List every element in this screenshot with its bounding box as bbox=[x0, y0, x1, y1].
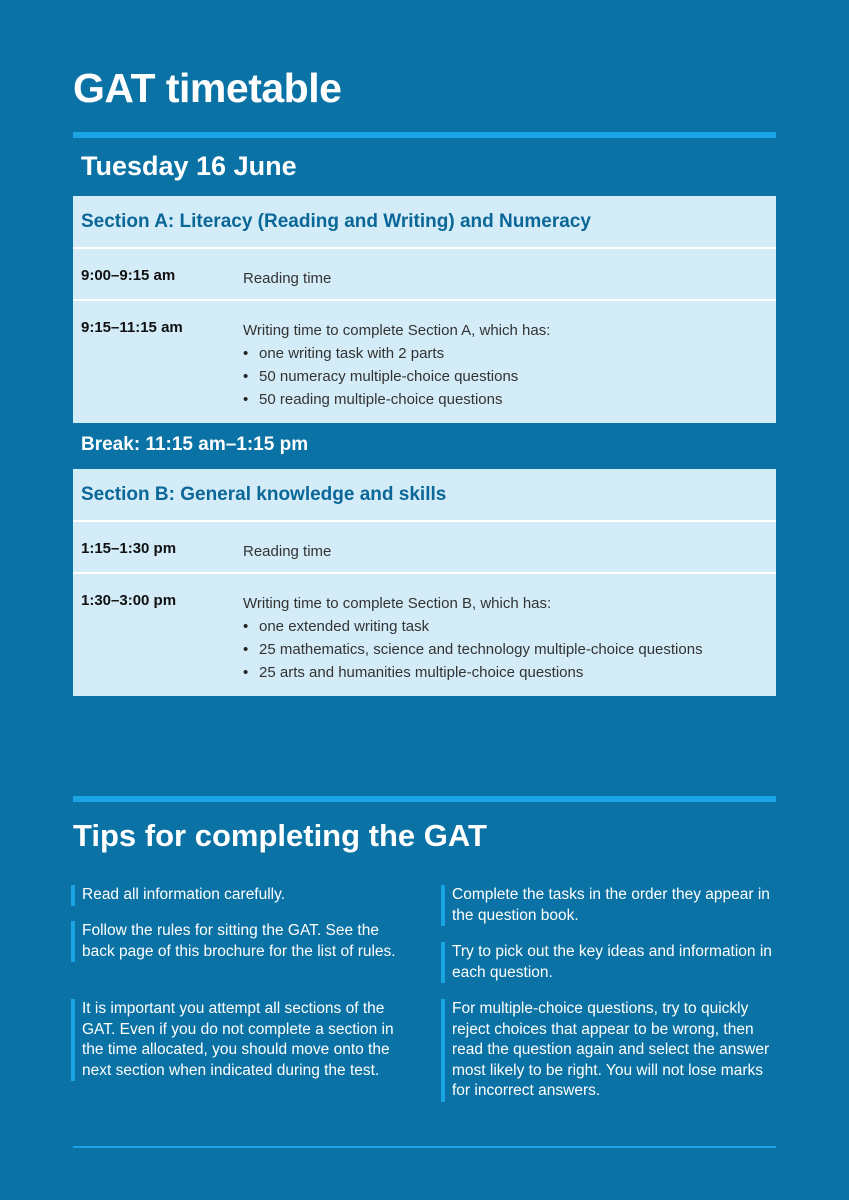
section-a-table bbox=[73, 196, 776, 423]
list-item: • one extended writing task bbox=[243, 615, 703, 638]
section-b-table bbox=[73, 469, 776, 696]
tip-item: For multiple-choice questions, try to quickly reject choices that appear to be wrong, then read the question again and select the answer most likely to be right. You will not lose marks for incorrect answers. bbox=[441, 999, 778, 1102]
tip-item: Follow the rules for sitting the GAT. See the back page of this brochure for the list of rules. bbox=[71, 921, 400, 962]
tip-item: Try to pick out the key ideas and information in each question. bbox=[441, 942, 778, 983]
row-text: Reading time bbox=[243, 543, 332, 560]
row-time: 9:15–11:15 am bbox=[81, 319, 183, 336]
list-item: • 50 reading multiple-choice questions bbox=[243, 388, 550, 411]
row-description bbox=[243, 319, 550, 411]
bullet-list bbox=[243, 342, 550, 411]
break-label: Break: 11:15 am–1:15 pm bbox=[81, 434, 309, 455]
day-heading: Tuesday 16 June bbox=[81, 151, 297, 181]
divider bbox=[73, 1146, 776, 1148]
row-text: Writing time to complete Section A, which has: bbox=[243, 322, 551, 339]
divider bbox=[73, 132, 776, 138]
bullet-list bbox=[243, 615, 703, 684]
tip-item: Read all information carefully. bbox=[71, 885, 400, 906]
list-item: • one writing task with 2 parts bbox=[243, 342, 550, 365]
table-row bbox=[73, 249, 776, 301]
section-a-heading: Section A: Literacy (Reading and Writing) and Numeracy bbox=[73, 196, 776, 249]
tip-item: It is important you attempt all sections of the GAT. Even if you do not complete a section in the time allocated, you should move onto the next section when indicated during the test. bbox=[71, 999, 400, 1081]
section-b-heading: Section B: General knowledge and skills bbox=[73, 469, 776, 522]
row-description bbox=[243, 540, 331, 563]
list-item: • 50 numeracy multiple-choice questions bbox=[243, 365, 550, 388]
row-text: Writing time to complete Section B, which has: bbox=[243, 595, 552, 612]
list-item: • 25 mathematics, science and technology multiple-choice questions bbox=[243, 638, 703, 661]
row-description bbox=[243, 592, 703, 684]
table-row bbox=[73, 574, 776, 696]
page-title: GAT timetable bbox=[73, 65, 342, 111]
row-time: 1:30–3:00 pm bbox=[81, 592, 177, 609]
row-text: Reading time bbox=[243, 270, 332, 287]
tip-item: Complete the tasks in the order they appear in the question book. bbox=[441, 885, 778, 926]
divider bbox=[73, 796, 776, 802]
row-description bbox=[243, 267, 331, 290]
list-item: • 25 arts and humanities multiple-choice questions bbox=[243, 661, 703, 684]
row-time: 9:00–9:15 am bbox=[81, 267, 176, 284]
tips-heading: Tips for completing the GAT bbox=[73, 818, 487, 853]
table-row bbox=[73, 522, 776, 574]
row-time: 1:15–1:30 pm bbox=[81, 540, 177, 557]
table-row bbox=[73, 301, 776, 423]
